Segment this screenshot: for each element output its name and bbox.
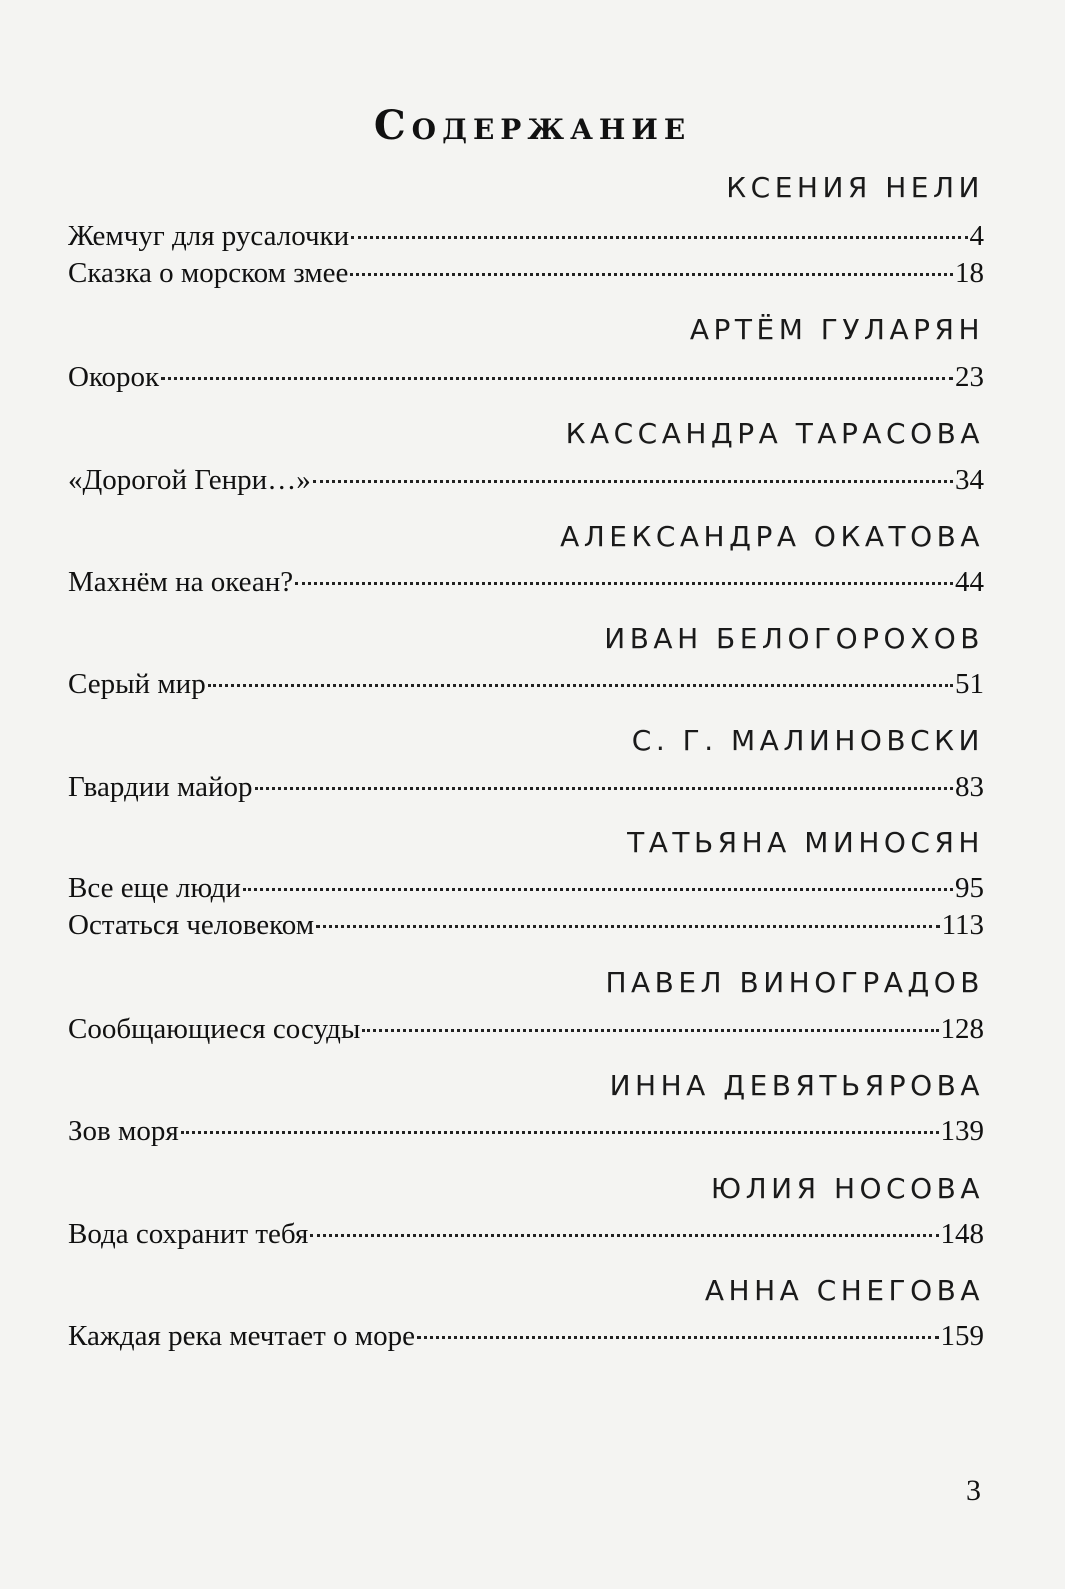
toc-entry[interactable]: [68, 909, 984, 942]
entry-title: Сообщающиеся сосуды: [68, 1013, 361, 1045]
entry-title: Махнём на океан?: [68, 566, 294, 598]
entry-title: «Дорогой Генри…»: [68, 464, 311, 496]
dot-leader: [351, 236, 967, 239]
author-name: АРТЁМ ГУЛАРЯН: [689, 313, 984, 346]
dot-leader: [208, 684, 953, 687]
toc-entry[interactable]: [68, 361, 984, 394]
entry-title: Серый мир: [68, 668, 206, 700]
entry-title: Все еще люди: [68, 872, 241, 904]
toc-entry[interactable]: [68, 220, 984, 253]
author-name: АЛЕКСАНДРА ОКАТОВА: [560, 520, 984, 553]
toc-entry[interactable]: [68, 464, 984, 497]
author-name: С. Г. МАЛИНОВСКИ: [631, 724, 984, 757]
entry-title: Зов моря: [68, 1115, 179, 1147]
author-name: ТАТЬЯНА МИНОСЯН: [627, 826, 984, 859]
author-name: ИННА ДЕВЯТЬЯРОВА: [609, 1069, 984, 1102]
entry-page: 83: [955, 771, 984, 803]
author-name: ЮЛИЯ НОСОВА: [710, 1172, 984, 1205]
entry-title: Окорок: [68, 361, 160, 393]
dot-leader: [350, 273, 953, 276]
toc-entry[interactable]: [68, 566, 984, 599]
entry-page: 4: [969, 220, 984, 252]
entry-title: Гвардии майор: [68, 771, 253, 803]
author-name: ИВАН БЕЛОГОРОХОВ: [604, 622, 984, 655]
entry-title: Сказка о морском змее: [68, 257, 349, 289]
toc-entry[interactable]: [68, 1013, 984, 1046]
entry-title: Остаться человеком: [68, 909, 315, 941]
toc-entry[interactable]: [68, 1115, 984, 1148]
entry-page: 51: [955, 668, 984, 700]
toc-entry[interactable]: [68, 1218, 984, 1251]
author-name: КСЕНИЯ НЕЛИ: [726, 171, 984, 204]
page-number: 3: [966, 1474, 981, 1507]
dot-leader: [161, 377, 953, 380]
toc-entry[interactable]: [68, 771, 984, 804]
dot-leader: [362, 1029, 938, 1032]
entry-page: 18: [955, 257, 984, 289]
entry-page: 34: [955, 464, 984, 496]
toc-entry[interactable]: [68, 668, 984, 701]
toc-entry[interactable]: [68, 1320, 984, 1353]
dot-leader: [295, 582, 953, 585]
entry-page: 159: [940, 1320, 984, 1352]
dot-leader: [417, 1336, 939, 1339]
entry-page: 113: [941, 909, 984, 941]
entry-page: 128: [940, 1013, 984, 1045]
entry-title: Жемчуг для русалочки: [68, 220, 350, 252]
entry-page: 95: [955, 872, 984, 904]
dot-leader: [181, 1131, 939, 1134]
dot-leader: [243, 888, 953, 891]
toc-entry[interactable]: [68, 257, 984, 290]
entry-page: 23: [955, 361, 984, 393]
author-name: КАССАНДРА ТАРАСОВА: [565, 417, 984, 450]
entry-page: 139: [940, 1115, 984, 1147]
entry-title: Вода сохранит тебя: [68, 1218, 309, 1250]
entry-page: 148: [940, 1218, 984, 1250]
dot-leader: [310, 1234, 938, 1237]
author-name: АННА СНЕГОВА: [704, 1274, 984, 1307]
entry-title: Каждая река мечтает о море: [68, 1320, 415, 1352]
dot-leader: [313, 480, 953, 483]
page-title: Содержание: [373, 102, 692, 149]
toc-entry[interactable]: [68, 872, 984, 905]
entry-page: 44: [955, 566, 984, 598]
dot-leader: [255, 787, 953, 790]
dot-leader: [316, 925, 940, 928]
author-name: ПАВЕЛ ВИНОГРАДОВ: [605, 966, 984, 999]
